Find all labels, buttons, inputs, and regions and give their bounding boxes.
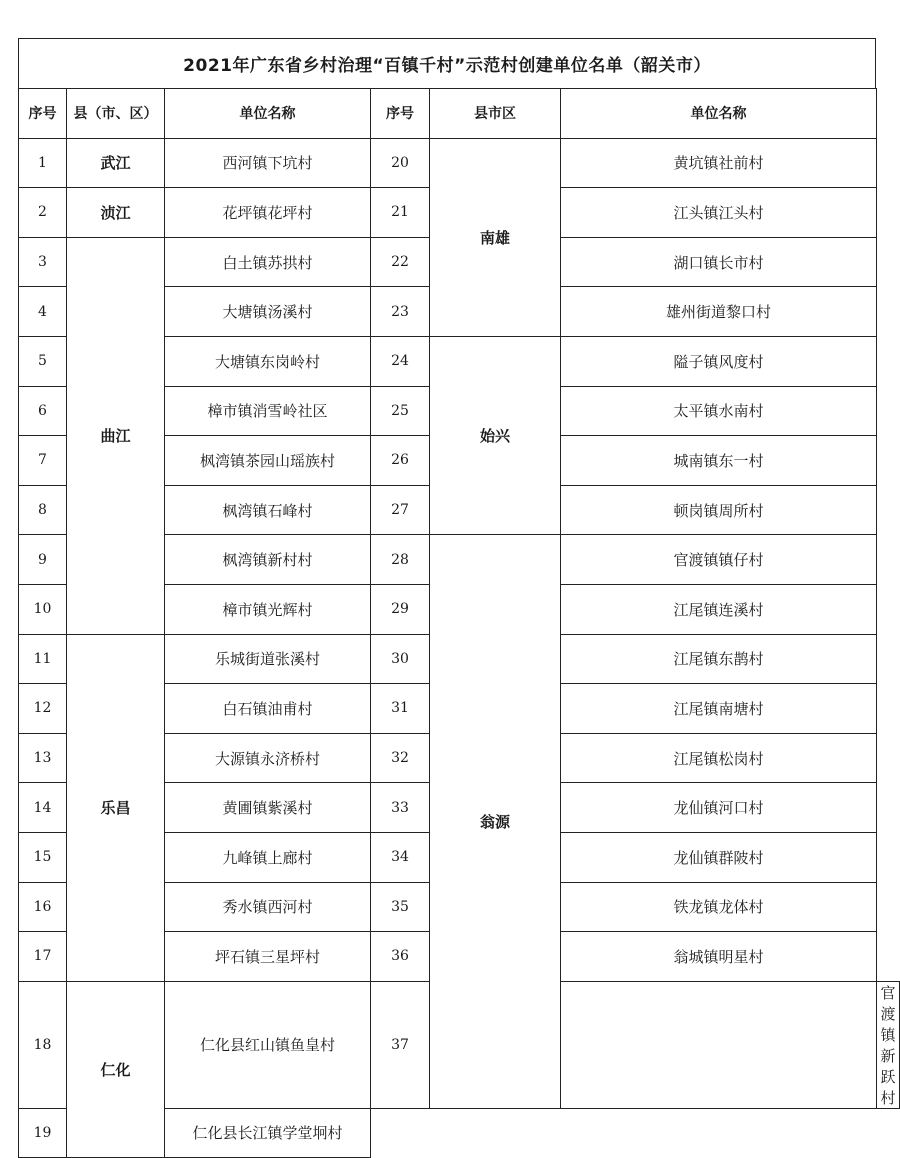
row-number: 2: [19, 188, 67, 238]
unit-name: 白石镇油甫村: [165, 684, 371, 734]
row-number: 10: [19, 584, 67, 634]
row-number: 26: [371, 436, 430, 486]
unit-name: 大源镇永济桥村: [165, 733, 371, 783]
row-number: 33: [371, 783, 430, 833]
unit-name: 大塘镇汤溪村: [165, 287, 371, 337]
row-number: 23: [371, 287, 430, 337]
county-lechang: 乐昌: [67, 634, 165, 981]
unit-name: 九峰镇上廊村: [165, 832, 371, 882]
unit-name: 龙仙镇群陂村: [561, 832, 877, 882]
unit-name: 江尾镇南塘村: [561, 684, 877, 734]
row-number: 18: [19, 981, 67, 1108]
unit-name: 西河镇下坑村: [165, 138, 371, 188]
unit-name: 白土镇苏拱村: [165, 237, 371, 287]
unit-name: 江尾镇松岗村: [561, 733, 877, 783]
unit-name: 枫湾镇茶园山瑶族村: [165, 436, 371, 486]
row-number: 12: [19, 684, 67, 734]
row-number: 32: [371, 733, 430, 783]
unit-name: 城南镇东一村: [561, 436, 877, 486]
roster-table: [18, 88, 900, 1158]
unit-name: 翁城镇明星村: [561, 932, 877, 982]
unit-name: 花坪镇花坪村: [165, 188, 371, 238]
unit-name: 枫湾镇石峰村: [165, 485, 371, 535]
unit-name: 江尾镇东鹊村: [561, 634, 877, 684]
unit-name: 秀水镇西河村: [165, 882, 371, 932]
blank-cell: [561, 1108, 877, 1158]
row-number: 15: [19, 832, 67, 882]
county-nanxiong: 南雄: [430, 138, 561, 336]
row-number: 24: [371, 336, 430, 386]
unit-name: 仁化县红山镇鱼皇村: [165, 981, 371, 1108]
unit-name: 仁化县长江镇学堂坰村: [165, 1108, 371, 1158]
unit-name: 枫湾镇新村村: [165, 535, 371, 585]
row-number: 34: [371, 832, 430, 882]
row-number: 35: [371, 882, 430, 932]
row-number: 31: [371, 684, 430, 734]
row-number: 27: [371, 485, 430, 535]
unit-name: 坪石镇三星坪村: [165, 932, 371, 982]
row-number: 8: [19, 485, 67, 535]
row-number: 28: [371, 535, 430, 585]
unit-name: 隘子镇风度村: [561, 336, 877, 386]
unit-name: 铁龙镇龙体村: [561, 882, 877, 932]
unit-name: 顿岗镇周所村: [561, 485, 877, 535]
header-left-unit: 单位名称: [165, 89, 371, 139]
row-number: 3: [19, 237, 67, 287]
row-number: 25: [371, 386, 430, 436]
row-number: 21: [371, 188, 430, 238]
row-number: 37: [371, 981, 430, 1108]
county-renhua: 仁化: [67, 981, 165, 1158]
unit-name: 樟市镇光辉村: [165, 584, 371, 634]
row-number: 14: [19, 783, 67, 833]
unit-name: 江头镇江头村: [561, 188, 877, 238]
header-row: [19, 89, 900, 139]
header-left-county: 县（市、区）: [67, 89, 165, 139]
row-number: 5: [19, 336, 67, 386]
row-number: 29: [371, 584, 430, 634]
blank-cell: [561, 981, 877, 1108]
header-left-no: 序号: [19, 89, 67, 139]
unit-name: 江尾镇连溪村: [561, 584, 877, 634]
unit-name: 乐城街道张溪村: [165, 634, 371, 684]
unit-name: 湖口镇长市村: [561, 237, 877, 287]
county-zhenjiang: 浈江: [67, 188, 165, 238]
row-number: 4: [19, 287, 67, 337]
row-number: 9: [19, 535, 67, 585]
row-number: 16: [19, 882, 67, 932]
row-number: 36: [371, 932, 430, 982]
row-number: 30: [371, 634, 430, 684]
blank-cell: [371, 1108, 430, 1158]
row-number: 7: [19, 436, 67, 486]
unit-name: 黄坑镇社前村: [561, 138, 877, 188]
header-right-no: 序号: [371, 89, 430, 139]
document-title: 2021年广东省乡村治理“百镇千村”示范村创建单位名单（韶关市）: [18, 38, 876, 88]
county-wengyuan: 翁源: [430, 535, 561, 1108]
row-number: 22: [371, 237, 430, 287]
table-row: [19, 138, 900, 188]
header-right-county: 县市区: [430, 89, 561, 139]
unit-name: 大塘镇东岗岭村: [165, 336, 371, 386]
county-shixing: 始兴: [430, 336, 561, 534]
county-qujiang: 曲江: [67, 237, 165, 634]
unit-name: 太平镇水南村: [561, 386, 877, 436]
row-number: 11: [19, 634, 67, 684]
unit-name: 黄圃镇紫溪村: [165, 783, 371, 833]
unit-name: 官渡镇镇仔村: [561, 535, 877, 585]
row-number: 6: [19, 386, 67, 436]
row-number: 17: [19, 932, 67, 982]
unit-name: 官渡镇新跃村: [877, 981, 900, 1108]
unit-name: 龙仙镇河口村: [561, 783, 877, 833]
blank-cell: [430, 1108, 561, 1158]
row-number: 20: [371, 138, 430, 188]
row-number: 19: [19, 1108, 67, 1158]
unit-name: 樟市镇消雪岭社区: [165, 386, 371, 436]
county-wujiang: 武江: [67, 138, 165, 188]
row-number: 13: [19, 733, 67, 783]
unit-name: 雄州街道黎口村: [561, 287, 877, 337]
row-number: 1: [19, 138, 67, 188]
header-right-unit: 单位名称: [561, 89, 877, 139]
